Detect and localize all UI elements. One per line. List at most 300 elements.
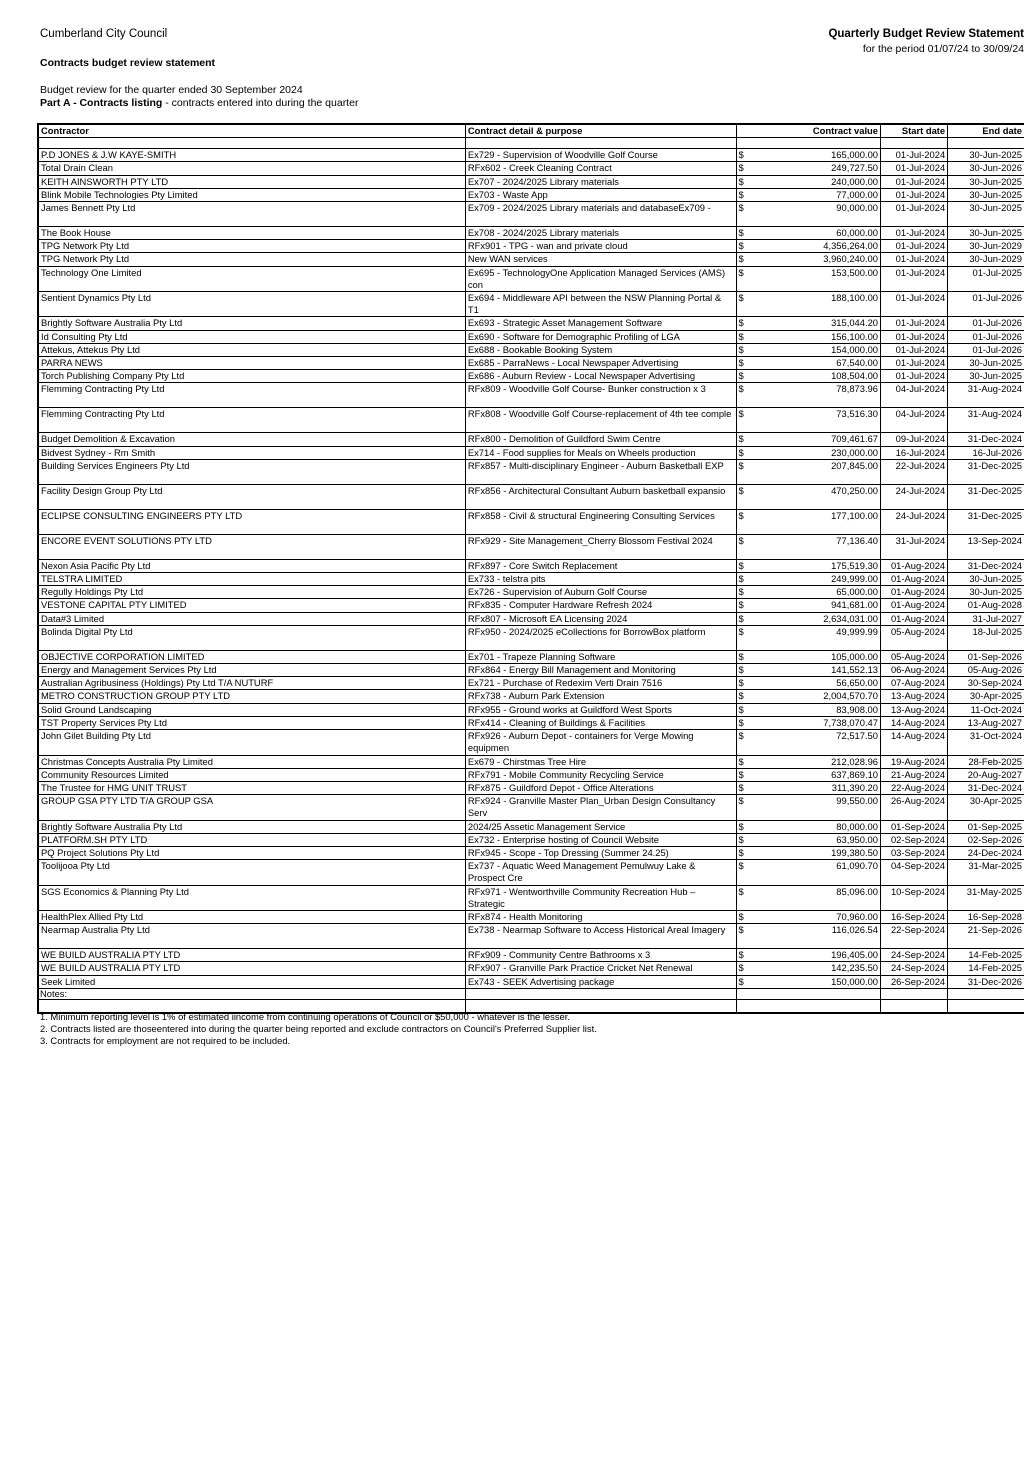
contract-value-cell: 165,000.00 [746, 149, 880, 162]
contract-value-cell: 108,504.00 [746, 370, 880, 383]
contractor-cell: Blink Mobile Technologies Pty Limited [38, 188, 465, 201]
start-date-cell: 07-Aug-2024 [881, 677, 948, 690]
column-header-currency [736, 124, 746, 138]
contractor-cell: PLATFORM.SH PTY LTD [38, 833, 465, 846]
currency-cell: $ [736, 227, 746, 240]
table-cell-empty [746, 138, 880, 149]
start-date-cell: 01-Jul-2024 [881, 266, 948, 291]
start-date-cell: 04-Sep-2024 [881, 860, 948, 885]
contract-detail-cell: Ex743 - SEEK Advertising package [465, 975, 736, 988]
contract-value-cell: 709,461.67 [746, 433, 880, 446]
end-date-cell: 30-Jun-2025 [948, 188, 1024, 201]
table-row [38, 650, 1024, 663]
contractor-cell: Nearmap Australia Pty Ltd [38, 924, 465, 949]
start-date-cell: 16-Jul-2024 [881, 446, 948, 459]
currency-cell: $ [736, 509, 746, 534]
end-date-cell: 18-Jul-2025 [948, 625, 1024, 650]
end-date-cell: 16-Sep-2028 [948, 910, 1024, 923]
table-row [38, 949, 1024, 962]
start-date-cell: 03-Sep-2024 [881, 846, 948, 859]
end-date-cell: 30-Jun-2025 [948, 202, 1024, 227]
currency-cell: $ [736, 559, 746, 572]
contractor-cell: Id Consulting Pty Ltd [38, 330, 465, 343]
contract-value-cell: 80,000.00 [746, 820, 880, 833]
end-date-cell: 05-Aug-2026 [948, 664, 1024, 677]
table-row [38, 175, 1024, 188]
contract-detail-cell: RFx945 - Scope - Top Dressing (Summer 24.25) [465, 846, 736, 859]
table-row [38, 910, 1024, 923]
contract-value-cell: 7,738,070.47 [746, 716, 880, 729]
contract-detail-cell: RFx926 - Auburn Depot - containers for Verge Mowing equipmen [465, 730, 736, 755]
note-item: 3. Contracts for employment are not required to be included. [40, 1035, 291, 1046]
contract-detail-cell: RFx835 - Computer Hardware Refresh 2024 [465, 599, 736, 612]
currency-cell: $ [736, 586, 746, 599]
start-date-cell: 01-Jul-2024 [881, 317, 948, 330]
end-date-cell: 11-Oct-2024 [948, 703, 1024, 716]
start-date-cell: 21-Aug-2024 [881, 768, 948, 781]
table-row [38, 266, 1024, 291]
contract-detail-cell: RFx971 - Wentworthville Community Recreation Hub – Strategic [465, 885, 736, 910]
end-date-cell: 28-Feb-2025 [948, 755, 1024, 768]
table-row [38, 924, 1024, 949]
table-row [38, 446, 1024, 459]
currency-cell: $ [736, 383, 746, 408]
currency-cell: $ [736, 433, 746, 446]
currency-cell: $ [736, 781, 746, 794]
contract-detail-cell: RFx807 - Microsoft EA Licensing 2024 [465, 612, 736, 625]
review-description: Budget review for the quarter ended 30 September 2024 [40, 84, 303, 96]
start-date-cell: 01-Aug-2024 [881, 573, 948, 586]
end-date-cell: 31-Mar-2025 [948, 860, 1024, 885]
table-row [38, 330, 1024, 343]
end-date-cell: 24-Dec-2024 [948, 846, 1024, 859]
start-date-cell: 01-Jul-2024 [881, 292, 948, 317]
currency-cell: $ [736, 612, 746, 625]
contract-detail-cell: RFx791 - Mobile Community Recycling Service [465, 768, 736, 781]
part-a-description: - contracts entered into during the quarter [162, 97, 359, 109]
start-date-cell: 01-Aug-2024 [881, 612, 948, 625]
end-date-cell: 30-Jun-2025 [948, 175, 1024, 188]
contract-detail-cell: Ex693 - Strategic Asset Management Software [465, 317, 736, 330]
contractor-cell: Building Services Engineers Pty Ltd [38, 459, 465, 484]
table-row [38, 860, 1024, 885]
table-row [38, 227, 1024, 240]
currency-cell: $ [736, 330, 746, 343]
start-date-cell: 19-Aug-2024 [881, 755, 948, 768]
contract-detail-cell: 2024/25 Assetic Management Service [465, 820, 736, 833]
contractor-cell: Attekus, Attekus Pty Ltd [38, 343, 465, 356]
table-row [38, 703, 1024, 716]
contract-value-cell: 150,000.00 [746, 975, 880, 988]
table-row [38, 586, 1024, 599]
currency-cell: $ [736, 730, 746, 755]
start-date-cell: 14-Aug-2024 [881, 716, 948, 729]
table-header-row [38, 124, 1024, 138]
contract-detail-cell: Ex721 - Purchase of Redexim Verti Drain 7516 [465, 677, 736, 690]
contract-value-cell: 85,096.00 [746, 885, 880, 910]
start-date-cell: 01-Jul-2024 [881, 202, 948, 227]
currency-cell: $ [736, 534, 746, 559]
start-date-cell: 01-Jul-2024 [881, 149, 948, 162]
column-header-start: Start date [881, 124, 948, 138]
contract-value-cell: 49,999.99 [746, 625, 880, 650]
contract-detail-cell: New WAN services [465, 253, 736, 266]
end-date-cell: 30-Jun-2026 [948, 162, 1024, 175]
contractor-cell: Total Drain Clean [38, 162, 465, 175]
table-cell-empty [465, 988, 736, 999]
table-cell-empty [948, 988, 1024, 999]
contractor-cell: VESTONE CAPITAL PTY LIMITED [38, 599, 465, 612]
table-cell-empty [948, 138, 1024, 149]
contract-detail-cell: RFx414 - Cleaning of Buildings & Facilities [465, 716, 736, 729]
currency-cell: $ [736, 650, 746, 663]
end-date-cell: 01-Jul-2026 [948, 330, 1024, 343]
table-cell-empty [736, 138, 746, 149]
contract-detail-cell: RFx738 - Auburn Park Extension [465, 690, 736, 703]
contract-value-cell: 175,519.30 [746, 559, 880, 572]
contractor-cell: Torch Publishing Company Pty Ltd [38, 370, 465, 383]
end-date-cell: 30-Apr-2025 [948, 795, 1024, 820]
contractor-cell: Bolinda Digital Pty Ltd [38, 625, 465, 650]
contract-value-cell: 77,000.00 [746, 188, 880, 201]
contract-value-cell: 470,250.00 [746, 484, 880, 509]
contract-value-cell: 4,356,264.00 [746, 240, 880, 253]
column-header-contractor: Contractor [38, 124, 465, 138]
table-row [38, 885, 1024, 910]
contractor-cell: Bidvest Sydney - Rm Smith [38, 446, 465, 459]
contract-value-cell: 142,235.50 [746, 962, 880, 975]
end-date-cell: 16-Jul-2026 [948, 446, 1024, 459]
start-date-cell: 24-Jul-2024 [881, 509, 948, 534]
contract-value-cell: 156,100.00 [746, 330, 880, 343]
contract-detail-cell: RFx929 - Site Management_Cherry Blossom Festival 2024 [465, 534, 736, 559]
contract-value-cell: 230,000.00 [746, 446, 880, 459]
part-a-heading [40, 97, 358, 109]
contract-value-cell: 67,540.00 [746, 357, 880, 370]
contract-detail-cell: Ex701 - Trapeze Planning Software [465, 650, 736, 663]
start-date-cell: 14-Aug-2024 [881, 730, 948, 755]
currency-cell: $ [736, 690, 746, 703]
contract-value-cell: 60,000.00 [746, 227, 880, 240]
contractor-cell: KEITH AINSWORTH PTY LTD [38, 175, 465, 188]
contract-value-cell: 90,000.00 [746, 202, 880, 227]
contract-detail-cell: RFx950 - 2024/2025 eCollections for BorrowBox platform [465, 625, 736, 650]
currency-cell: $ [736, 885, 746, 910]
contract-value-cell: 249,999.00 [746, 573, 880, 586]
currency-cell: $ [736, 768, 746, 781]
table-row [38, 509, 1024, 534]
currency-cell: $ [736, 924, 746, 949]
table-row [38, 484, 1024, 509]
contract-value-cell: 154,000.00 [746, 343, 880, 356]
note-item: 2. Contracts listed are thoseentered into during the quarter being reported and exclude contractors on Council's Preferred Supplier list. [40, 1023, 597, 1034]
currency-cell: $ [736, 833, 746, 846]
contractor-cell: Facility Design Group Pty Ltd [38, 484, 465, 509]
column-header-value: Contract value [746, 124, 880, 138]
currency-cell: $ [736, 188, 746, 201]
start-date-cell: 01-Jul-2024 [881, 330, 948, 343]
contractor-cell: Community Resources Limited [38, 768, 465, 781]
contract-value-cell: 83,908.00 [746, 703, 880, 716]
contract-detail-cell: Ex694 - Middleware API between the NSW Planning Portal & T1 [465, 292, 736, 317]
contract-detail-cell: RFx809 - Woodville Golf Course- Bunker construction x 3 [465, 383, 736, 408]
statement-subheading: Contracts budget review statement [40, 57, 216, 69]
end-date-cell: 30-Jun-2029 [948, 240, 1024, 253]
contractor-cell: James Bennett Pty Ltd [38, 202, 465, 227]
contract-value-cell: 153,500.00 [746, 266, 880, 291]
contract-detail-cell: RFx858 - Civil & structural Engineering Consulting Services [465, 509, 736, 534]
contractor-cell: Budget Demolition & Excavation [38, 433, 465, 446]
contract-detail-cell: RFx800 - Demolition of Guildford Swim Centre [465, 433, 736, 446]
start-date-cell: 01-Jul-2024 [881, 162, 948, 175]
table-row [38, 690, 1024, 703]
contract-detail-cell: Ex709 - 2024/2025 Library materials and databaseEx709 - [465, 202, 736, 227]
start-date-cell: 24-Jul-2024 [881, 484, 948, 509]
reporting-period: for the period 01/07/24 to 30/09/24 [862, 43, 1024, 55]
contractor-cell: TST Property Services Pty Ltd [38, 716, 465, 729]
contract-value-cell: 196,405.00 [746, 949, 880, 962]
table-row [38, 317, 1024, 330]
start-date-cell: 01-Jul-2024 [881, 175, 948, 188]
end-date-cell: 31-Jul-2027 [948, 612, 1024, 625]
contract-detail-cell: RFx909 - Community Centre Bathrooms x 3 [465, 949, 736, 962]
contractor-cell: ECLIPSE CONSULTING ENGINEERS PTY LTD [38, 509, 465, 534]
notes-title: Notes: [40, 988, 68, 999]
table-cell-empty [736, 988, 746, 999]
table-row [38, 370, 1024, 383]
end-date-cell: 01-Jul-2026 [948, 343, 1024, 356]
contract-detail-cell: Ex726 - Supervision of Auburn Golf Course [465, 586, 736, 599]
table-row [38, 599, 1024, 612]
contract-detail-cell: RFx874 - Health Monitoring [465, 910, 736, 923]
start-date-cell: 01-Aug-2024 [881, 559, 948, 572]
contractor-cell: Seek Limited [38, 975, 465, 988]
currency-cell: $ [736, 860, 746, 885]
contract-detail-cell: Ex685 - ParraNews - Local Newspaper Advertising [465, 357, 736, 370]
currency-cell: $ [736, 253, 746, 266]
contract-value-cell: 61,090.70 [746, 860, 880, 885]
contract-detail-cell: Ex703 - Waste App [465, 188, 736, 201]
contractor-cell: TPG Network Pty Ltd [38, 240, 465, 253]
contractor-cell: P.D JONES & J.W KAYE-SMITH [38, 149, 465, 162]
start-date-cell: 22-Aug-2024 [881, 781, 948, 794]
end-date-cell: 31-Dec-2025 [948, 509, 1024, 534]
contract-detail-cell: RFx856 - Architectural Consultant Auburn basketball expansio [465, 484, 736, 509]
start-date-cell: 01-Aug-2024 [881, 599, 948, 612]
contract-value-cell: 249,727.50 [746, 162, 880, 175]
contract-value-cell: 99,550.00 [746, 795, 880, 820]
currency-cell: $ [736, 703, 746, 716]
table-cell-empty [881, 999, 948, 1013]
contract-value-cell: 116,026.54 [746, 924, 880, 949]
start-date-cell: 01-Jul-2024 [881, 370, 948, 383]
start-date-cell: 16-Sep-2024 [881, 910, 948, 923]
contract-detail-cell: RFx875 - Guildford Depot - Office Alterations [465, 781, 736, 794]
contract-value-cell: 315,044.20 [746, 317, 880, 330]
contractor-cell: METRO CONSTRUCTION GROUP PTY LTD [38, 690, 465, 703]
currency-cell: $ [736, 266, 746, 291]
start-date-cell: 13-Aug-2024 [881, 703, 948, 716]
start-date-cell: 02-Sep-2024 [881, 833, 948, 846]
table-spacer-row [38, 988, 1024, 999]
contractor-cell: Christmas Concepts Australia Pty Limited [38, 755, 465, 768]
contract-value-cell: 2,004,570.70 [746, 690, 880, 703]
contractor-cell: Sentient Dynamics Pty Ltd [38, 292, 465, 317]
currency-cell: $ [736, 459, 746, 484]
table-row [38, 730, 1024, 755]
contractor-cell: ENCORE EVENT SOLUTIONS PTY LTD [38, 534, 465, 559]
currency-cell: $ [736, 975, 746, 988]
end-date-cell: 30-Jun-2025 [948, 227, 1024, 240]
end-date-cell: 30-Jun-2025 [948, 357, 1024, 370]
table-row [38, 625, 1024, 650]
start-date-cell: 22-Jul-2024 [881, 459, 948, 484]
contract-value-cell: 177,100.00 [746, 509, 880, 534]
currency-cell: $ [736, 573, 746, 586]
end-date-cell: 30-Sep-2024 [948, 677, 1024, 690]
table-row [38, 962, 1024, 975]
table-row [38, 677, 1024, 690]
currency-cell: $ [736, 664, 746, 677]
contract-value-cell: 941,681.00 [746, 599, 880, 612]
contractor-cell: Flemming Contracting Pty Ltd [38, 408, 465, 433]
contract-value-cell: 70,960.00 [746, 910, 880, 923]
currency-cell: $ [736, 162, 746, 175]
table-cell-empty [881, 988, 948, 999]
contract-value-cell: 141,552.13 [746, 664, 880, 677]
table-row [38, 343, 1024, 356]
contractor-cell: OBJECTIVE CORPORATION LIMITED [38, 650, 465, 663]
end-date-cell: 02-Sep-2026 [948, 833, 1024, 846]
contracts-table-body [38, 138, 1024, 1013]
column-header-detail: Contract detail & purpose [465, 124, 736, 138]
contractor-cell: PQ Project Solutions Pty Ltd [38, 846, 465, 859]
currency-cell: $ [736, 820, 746, 833]
contract-value-cell: 240,000.00 [746, 175, 880, 188]
end-date-cell: 31-Dec-2025 [948, 459, 1024, 484]
start-date-cell: 09-Jul-2024 [881, 433, 948, 446]
table-row [38, 559, 1024, 572]
contractor-cell: Data#3 Limited [38, 612, 465, 625]
currency-cell: $ [736, 795, 746, 820]
currency-cell: $ [736, 202, 746, 227]
currency-cell: $ [736, 317, 746, 330]
contract-value-cell: 63,950.00 [746, 833, 880, 846]
contractor-cell: TPG Network Pty Ltd [38, 253, 465, 266]
contractor-cell: WE BUILD AUSTRALIA PTY LTD [38, 949, 465, 962]
end-date-cell: 31-Dec-2025 [948, 484, 1024, 509]
end-date-cell: 31-Aug-2024 [948, 383, 1024, 408]
contract-detail-cell: Ex690 - Software for Demographic Profiling of LGA [465, 330, 736, 343]
contractor-cell: PARRA NEWS [38, 357, 465, 370]
contract-value-cell: 65,000.00 [746, 586, 880, 599]
start-date-cell: 01-Jul-2024 [881, 357, 948, 370]
contract-detail-cell: Ex732 - Enterprise hosting of Council Website [465, 833, 736, 846]
contractor-cell: Toolijooa Pty Ltd [38, 860, 465, 885]
contract-detail-cell: Ex733 - telstra pits [465, 573, 736, 586]
contract-value-cell: 311,390.20 [746, 781, 880, 794]
contract-detail-cell: RFx901 - TPG - wan and private cloud [465, 240, 736, 253]
currency-cell: $ [736, 755, 746, 768]
table-cell-empty [465, 138, 736, 149]
table-row [38, 820, 1024, 833]
contract-value-cell: 2,634,031.00 [746, 612, 880, 625]
start-date-cell: 01-Jul-2024 [881, 253, 948, 266]
end-date-cell: 31-Dec-2024 [948, 433, 1024, 446]
table-cell-empty [736, 999, 746, 1013]
contract-detail-cell: RFx897 - Core Switch Replacement [465, 559, 736, 572]
start-date-cell: 05-Aug-2024 [881, 650, 948, 663]
currency-cell: $ [736, 599, 746, 612]
start-date-cell: 04-Jul-2024 [881, 408, 948, 433]
contractor-cell: SGS Economics & Planning Pty Ltd [38, 885, 465, 910]
end-date-cell: 30-Jun-2029 [948, 253, 1024, 266]
contractor-cell: John Gilet Building Pty Ltd [38, 730, 465, 755]
table-row [38, 768, 1024, 781]
table-row [38, 781, 1024, 794]
contract-detail-cell: Ex679 - Chirstmas Tree Hire [465, 755, 736, 768]
contract-detail-cell: Ex707 - 2024/2025 Library materials [465, 175, 736, 188]
end-date-cell: 01-Jul-2025 [948, 266, 1024, 291]
currency-cell: $ [736, 910, 746, 923]
council-name: Cumberland City Council [40, 28, 168, 40]
table-row [38, 162, 1024, 175]
contract-detail-cell: RFx857 - Multi-disciplinary Engineer - Auburn Basketball EXP [465, 459, 736, 484]
contract-value-cell: 3,960,240.00 [746, 253, 880, 266]
contract-detail-cell: Ex729 - Supervision of Woodville Golf Course [465, 149, 736, 162]
contract-detail-cell: Ex737 - Aquatic Weed Management Pemulwuy Lake & Prospect Cre [465, 860, 736, 885]
currency-cell: $ [736, 149, 746, 162]
currency-cell: $ [736, 343, 746, 356]
start-date-cell: 24-Sep-2024 [881, 962, 948, 975]
contract-value-cell: 188,100.00 [746, 292, 880, 317]
contractor-cell: The Trustee for HMG UNIT TRUST [38, 781, 465, 794]
end-date-cell: 30-Jun-2025 [948, 586, 1024, 599]
contract-value-cell: 207,845.00 [746, 459, 880, 484]
contractor-cell: Regully Holdings Pty Ltd [38, 586, 465, 599]
start-date-cell: 06-Aug-2024 [881, 664, 948, 677]
contracts-table-wrapper [37, 123, 1024, 1014]
end-date-cell: 30-Jun-2025 [948, 573, 1024, 586]
start-date-cell: 26-Aug-2024 [881, 795, 948, 820]
contractor-cell: GROUP GSA PTY LTD T/A GROUP GSA [38, 795, 465, 820]
currency-cell: $ [736, 408, 746, 433]
contract-detail-cell: Ex714 - Food supplies for Meals on Wheels production [465, 446, 736, 459]
table-cell-empty [38, 138, 465, 149]
table-row [38, 188, 1024, 201]
table-cell-empty [948, 999, 1024, 1013]
contract-value-cell: 56,650.00 [746, 677, 880, 690]
start-date-cell: 01-Jul-2024 [881, 343, 948, 356]
start-date-cell: 01-Jul-2024 [881, 188, 948, 201]
end-date-cell: 31-Dec-2024 [948, 559, 1024, 572]
contract-detail-cell: RFx864 - Energy Bill Management and Monitoring [465, 664, 736, 677]
contractor-cell: Brightly Software Australia Pty Ltd [38, 317, 465, 330]
start-date-cell: 01-Aug-2024 [881, 586, 948, 599]
currency-cell: $ [736, 677, 746, 690]
contract-value-cell: 77,136.40 [746, 534, 880, 559]
table-cell-empty [881, 138, 948, 149]
table-row [38, 408, 1024, 433]
start-date-cell: 10-Sep-2024 [881, 885, 948, 910]
notes-list [40, 1011, 597, 1047]
currency-cell: $ [736, 962, 746, 975]
contractor-cell: Australian Agribusiness (Holdings) Pty Ltd T/A NUTURF [38, 677, 465, 690]
start-date-cell: 04-Jul-2024 [881, 383, 948, 408]
currency-cell: $ [736, 370, 746, 383]
contractor-cell: Brightly Software Australia Pty Ltd [38, 820, 465, 833]
report-title: Quarterly Budget Review Statement [828, 28, 1024, 40]
